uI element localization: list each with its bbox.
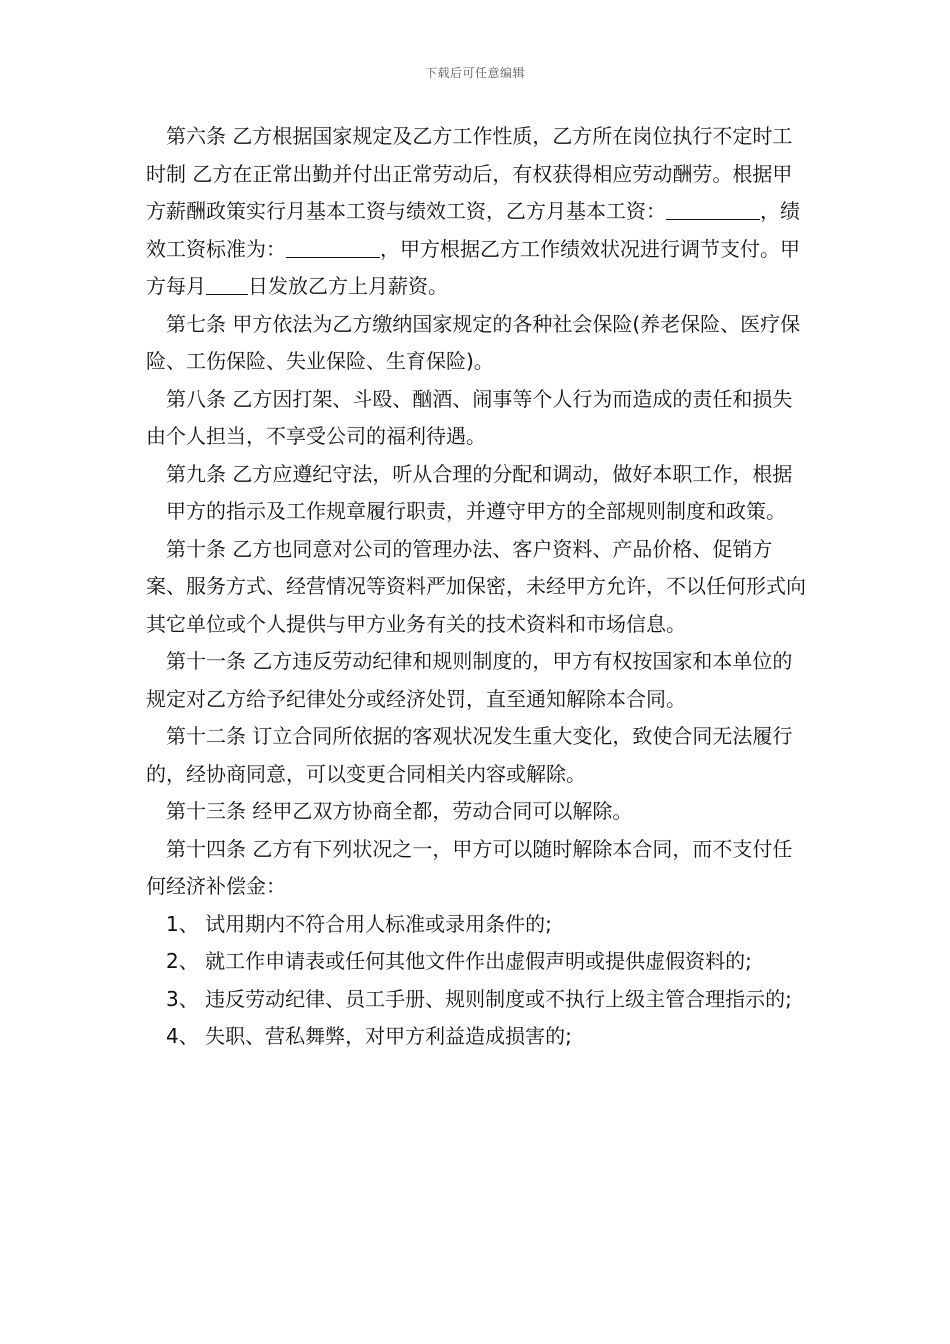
article-6-text-3: ，甲方根据乙方工作绩效状况进行调节支付。甲方每月 (146, 236, 800, 298)
page-header: 下载后可任意编辑 (424, 66, 525, 80)
contract-body (146, 118, 810, 1056)
article-10: 第十条 乙方也同意对公司的管理办法、客户资料、产品价格、促销方案、服务方式、经营情况等资料严加保密，未经甲方允许，不以任何形式向其它单位或个人提供与甲方业务有关的技术资料和市场信息。 (146, 536, 806, 636)
article-6-text-2: ，绩效工资标准为： (146, 199, 800, 261)
article-11: 第十一条 乙方违反劳动纪律和规则制度的，甲方有权按国家和本单位的规定对乙方给予纪律处分或经济处罚，直至通知解除本合同。 (146, 649, 793, 711)
list-item: 4、 失职、营私舞弊，对甲方利益造成损害的; (166, 1024, 572, 1048)
performance-salary-blank (286, 237, 380, 258)
article-8: 第八条 乙方因打架、斗殴、酗酒、闹事等个人行为而造成的责任和损失由个人担当，不享受公司的福利待遇。 (146, 386, 793, 448)
article-6-text-4: 日发放乙方上月薪资。 (248, 274, 448, 298)
basic-salary-blank (666, 199, 760, 220)
article-6 (146, 118, 810, 306)
list-item: 2、 就工作申请表或任何其他文件作出虚假声明或提供虚假资料的; (166, 949, 752, 973)
article-6-text-1: 第六条 乙方根据国家规定及乙方工作性质，乙方所在岗位执行不定时工时制 乙方在正常出勤并付出正常劳动后，有权获得相应劳动酬劳。根据甲方薪酬政策实行月基本工资与绩效工资，乙方月基本工资： (146, 124, 793, 223)
article-13: 第十三条 经甲乙双方协商全都，劳动合同可以解除。 (166, 799, 633, 823)
article-9: 第九条 乙方应遵纪守法，听从合理的分配和调动，做好本职工作，根据 (166, 461, 793, 486)
article-9-continued: 甲方的指示及工作规章履行职责，并遵守甲方的全部规则制度和政策。 (166, 499, 786, 523)
article-7: 第七条 甲方依法为乙方缴纳国家规定的各种社会保险(养老保险、医疗保险、工伤保险、失业保险、生育保险)。 (146, 311, 801, 373)
article-14: 第十四条 乙方有下列状况之一，甲方可以随时解除本合同，而不支付任何经济补偿金： (146, 836, 793, 898)
list-item: 1、 试用期内不符合用人标准或录用条件的; (166, 911, 552, 936)
article-12: 第十二条 订立合同所依据的客观状况发生重大变化，致使合同无法履行的，经协商同意，可以变更合同相关内容或解除。 (146, 724, 793, 786)
list-item: 3、 违反劳动纪律、员工手册、规则制度或不执行上级主管合理指示的; (166, 986, 792, 1011)
pay-day-blank (206, 274, 248, 295)
